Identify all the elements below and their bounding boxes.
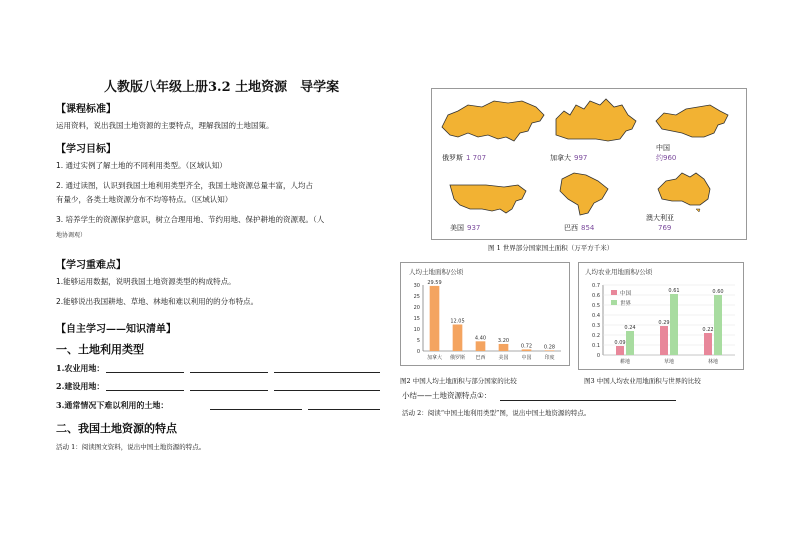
goals-heading: 【学习目标】 (56, 144, 116, 155)
figure1-caption: 图 1 世界部分国家国土面积（万平方千米） (488, 244, 614, 252)
bar (714, 295, 722, 355)
course-standard-heading: 【课程标准】 (56, 104, 116, 115)
bar (476, 341, 486, 351)
goal-item: 3. 培养学生的资源保护意识，树立合理用地、节约用地、保护耕地的资源观。（人 (56, 215, 325, 224)
legend-swatch (611, 290, 617, 295)
activity2-text: 活动 2：阅读“中国土地利用类型”图，说出中国土地资源的特点。 (402, 409, 591, 417)
answer-blank[interactable] (308, 409, 380, 410)
bar (522, 349, 532, 351)
goal-item: 2. 通过读图，认识到我国土地利用类型齐全，我国土地资源总量丰富，人均占 (56, 181, 314, 190)
data-label: 0.24 (624, 325, 636, 331)
x-tick-label: 中国 (521, 355, 532, 361)
y-tick-label: 0.1 (592, 343, 600, 349)
data-label: 0.28 (543, 344, 556, 351)
legend-label: 中国 (620, 291, 632, 297)
figure2-chart (401, 263, 569, 365)
page-title: 人教版八年级上册3.2 土地资源 导学案 (104, 80, 340, 95)
figure2-caption: 图2 中国人均土地面积与部分国家的比较 (400, 377, 517, 385)
answer-blank[interactable] (190, 372, 268, 373)
data-label: 0.29 (658, 320, 670, 326)
data-label: 0.61 (668, 288, 680, 294)
australia-map-icon (652, 169, 716, 213)
bar (545, 350, 555, 351)
answer-blank[interactable] (210, 409, 302, 410)
y-tick-label: 0.7 (592, 283, 600, 289)
y-tick-label: 0.5 (592, 303, 600, 309)
answer-blank[interactable] (274, 390, 380, 391)
x-tick-label: 巴西 (475, 355, 486, 361)
data-label: 0.09 (614, 340, 626, 346)
figure3-caption: 图3 中国人均农业用地面积与世界的比较 (584, 377, 701, 385)
section1-heading: 一、土地利用类型 (56, 343, 144, 356)
chart-title: 人均土地面积/公顷 (409, 268, 464, 276)
bar (430, 286, 440, 351)
legend-swatch (611, 300, 617, 305)
data-label: 12.05 (450, 318, 465, 325)
bar (660, 326, 668, 355)
x-tick-label: 草地 (663, 359, 675, 365)
summary-label: 小结——土地资源特点①： (402, 391, 492, 400)
fill-row-label: 1.农业用地： (56, 363, 105, 373)
country-label: 澳大利亚 (646, 214, 674, 222)
y-tick-label: 30 (413, 283, 420, 289)
fill-row-label: 2.建设用地： (56, 381, 105, 391)
y-tick-label: 0 (596, 353, 600, 359)
y-tick-label: 25 (413, 294, 420, 300)
x-tick-label: 俄罗斯 (449, 355, 466, 361)
x-tick-label: 美国 (498, 355, 509, 361)
data-label: 0.22 (702, 327, 714, 333)
answer-blank[interactable] (500, 400, 676, 401)
answer-blank[interactable] (274, 372, 380, 373)
bar (704, 333, 712, 355)
fill-row-label: 3.通常情况下难以利用的土地： (56, 400, 169, 410)
brazil-map-icon (552, 169, 612, 219)
goal-item: 有量少，各类土地资源分布不均等特点。（区域认知） (56, 195, 233, 204)
x-tick-label: 印度 (544, 355, 555, 361)
bar (616, 346, 624, 355)
figure1-maps (431, 88, 747, 240)
country-label: 中国 (656, 144, 670, 152)
data-label: 3.20 (497, 337, 510, 344)
y-tick-label: 0.4 (592, 313, 600, 319)
country-label: 巴西 854 (564, 224, 595, 232)
china-map-icon (652, 103, 732, 141)
answer-blank[interactable] (106, 372, 184, 373)
bar (453, 324, 463, 351)
data-label: 0.60 (712, 289, 724, 295)
data-label: 4.40 (474, 335, 487, 342)
course-standard-text: 运用资料，说出我国土地资源的主要特点，理解我国的土地国策。 (56, 121, 274, 130)
x-tick-label: 林地 (707, 359, 719, 365)
figure3-chart-box (578, 262, 744, 370)
canada-map-icon (550, 95, 640, 151)
chart-title: 人均农业用地面积/公顷 (585, 268, 653, 276)
country-value: 769 (658, 224, 672, 232)
country-label: 加拿大 997 (550, 154, 588, 162)
y-tick-label: 0.3 (592, 323, 600, 329)
bar (499, 344, 509, 351)
bar (626, 331, 634, 355)
data-label: 29.59 (427, 279, 442, 286)
country-value: 约960 (656, 154, 677, 162)
country-label: 美国 937 (450, 224, 481, 232)
y-tick-label: 5 (416, 338, 420, 344)
y-tick-label: 10 (413, 327, 420, 333)
section2-heading: 二、我国土地资源的特点 (56, 422, 177, 435)
key-point-item: 2.能够说出我国耕地、草地、林地和难以利用的的分布特点。 (56, 297, 259, 306)
x-tick-label: 耕地 (619, 359, 631, 365)
bar (670, 294, 678, 355)
answer-blank[interactable] (190, 390, 268, 391)
figure2-chart-box (400, 262, 570, 366)
legend-label: 世界 (620, 301, 632, 307)
y-tick-label: 0.6 (592, 293, 600, 299)
figure3-chart (579, 263, 743, 369)
goal-item: 1. 通过实例了解土地的不同利用类型。（区域认知） (56, 161, 227, 170)
self-study-heading: 【自主学习——知识清单】 (56, 324, 176, 335)
russia-map-icon (438, 97, 548, 147)
y-tick-label: 20 (413, 305, 420, 311)
y-tick-label: 15 (413, 316, 420, 322)
key-point-item: 1.能够运用数据，说明我国土地资源类型的构成特点。 (56, 277, 236, 286)
x-tick-label: 加拿大 (426, 355, 443, 361)
activity1-text: 活动 1：阅读图文资料，说出中国土地资源的特点。 (56, 443, 206, 451)
data-label: 0.72 (520, 343, 533, 350)
answer-blank[interactable] (106, 390, 184, 391)
usa-map-icon (446, 179, 532, 219)
y-tick-label: 0.2 (592, 333, 600, 339)
key-points-heading: 【学习重难点】 (56, 260, 126, 271)
country-label: 俄罗斯 1 707 (442, 154, 487, 162)
y-tick-label: 0 (416, 349, 420, 355)
goal-item: 地协调观） (56, 232, 87, 239)
